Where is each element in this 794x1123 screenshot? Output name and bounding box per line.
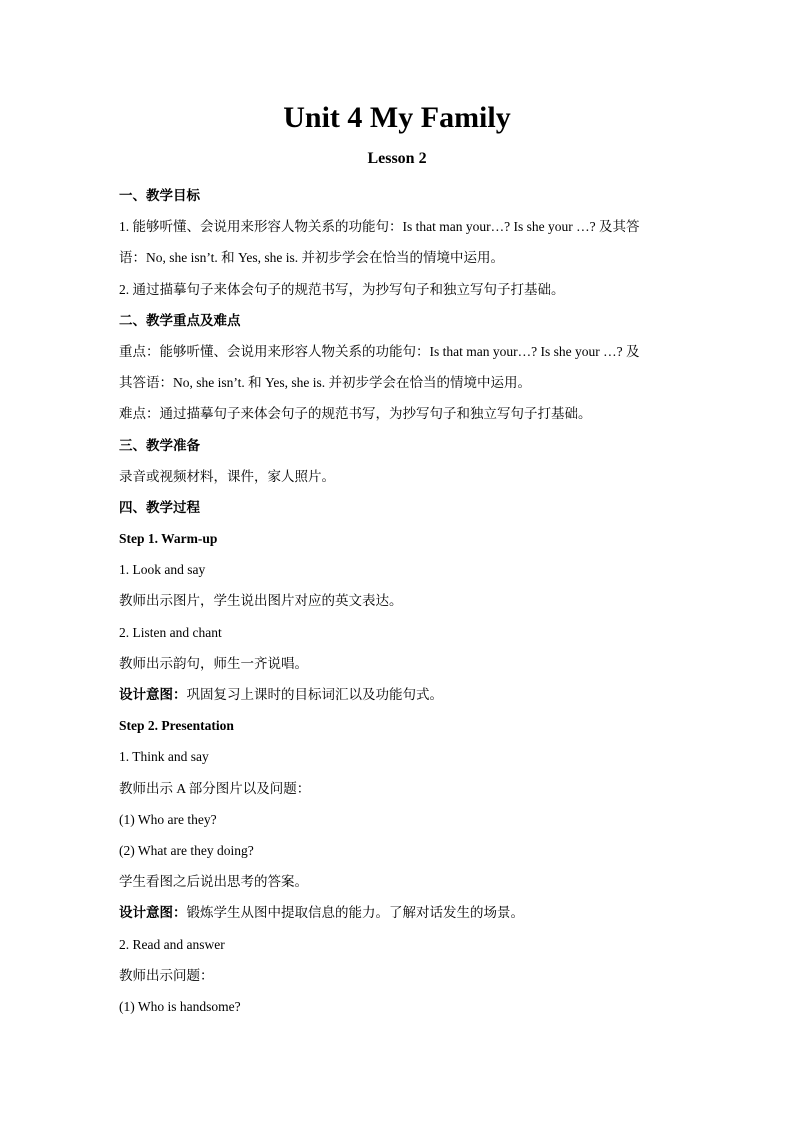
body-text-line: 学生看图之后说出思考的答案。	[119, 874, 308, 890]
design-intent-label: 设计意图：	[119, 905, 187, 922]
design-intent	[119, 901, 679, 932]
design-intent-text: 巩固复习上课时的目标词汇以及功能句式。	[186, 687, 443, 703]
body-text-line: 录音或视频材料，课件，家人照片。	[119, 468, 335, 484]
section-heading	[119, 496, 679, 527]
body-text-line: 1. Think and say	[119, 749, 209, 765]
section-heading	[119, 434, 679, 465]
section-heading-text: 四、教学过程	[119, 499, 200, 516]
section-heading	[119, 309, 679, 340]
document-title: Unit 4 My Family	[283, 101, 511, 134]
lesson-subtitle: Lesson 2	[367, 150, 427, 167]
design-intent	[119, 683, 679, 714]
body-text-line: 重点：能够听懂、会说用来形容人物关系的功能句：Is that man your…? Is she your …? 及	[119, 343, 640, 359]
body-text-line: 1. 能够听懂、会说用来形容人物关系的功能句：Is that man your…? Is she your …? 及其答	[119, 219, 640, 235]
body-text-line: 教师出示图片，学生说出图片对应的英文表达。	[119, 593, 403, 609]
document-body	[119, 184, 679, 1026]
body-text-line: (1) Who are they?	[119, 811, 217, 827]
step-heading: Step 1. Warm-up	[119, 531, 218, 547]
design-intent-text: 锻炼学生从图中提取信息的能力。了解对话发生的场景。	[186, 905, 524, 922]
body-text-line: (2) What are they doing?	[119, 842, 254, 858]
body-text-line: (1) Who is handsome?	[119, 998, 241, 1014]
body-text-line: 教师出示韵句，师生一齐说唱。	[119, 655, 308, 671]
body-text-line: 语：No, she isn’t. 和 Yes, she is. 并初步学会在恰当的情境中运用。	[119, 250, 505, 266]
body-text-line: 教师出示问题：	[119, 967, 214, 983]
body-text-line: 教师出示 A 部分图片以及问题：	[119, 780, 311, 796]
body-text-line: 2. 通过描摹句子来体会句子的规范书写，为抄写句子和独立写句子打基础。	[119, 281, 565, 297]
section-heading-text: 三、教学准备	[119, 437, 200, 454]
step-heading: Step 2. Presentation	[119, 718, 234, 734]
section-heading	[119, 184, 679, 215]
body-text-line: 2. Read and answer	[119, 936, 225, 952]
body-text-line: 1. Look and say	[119, 562, 206, 578]
body-text-line: 其答语：No, she isn’t. 和 Yes, she is. 并初步学会在恰当的情境中运用。	[119, 375, 532, 391]
body-text-line: 难点：通过描摹句子来体会句子的规范书写，为抄写句子和独立写句子打基础。	[119, 406, 592, 422]
body-text-line: 2. Listen and chant	[119, 624, 222, 640]
design-intent-label: 设计意图：	[119, 687, 187, 703]
section-heading-text: 二、教学重点及难点	[119, 312, 241, 329]
section-heading-text: 一、教学目标	[119, 188, 200, 204]
